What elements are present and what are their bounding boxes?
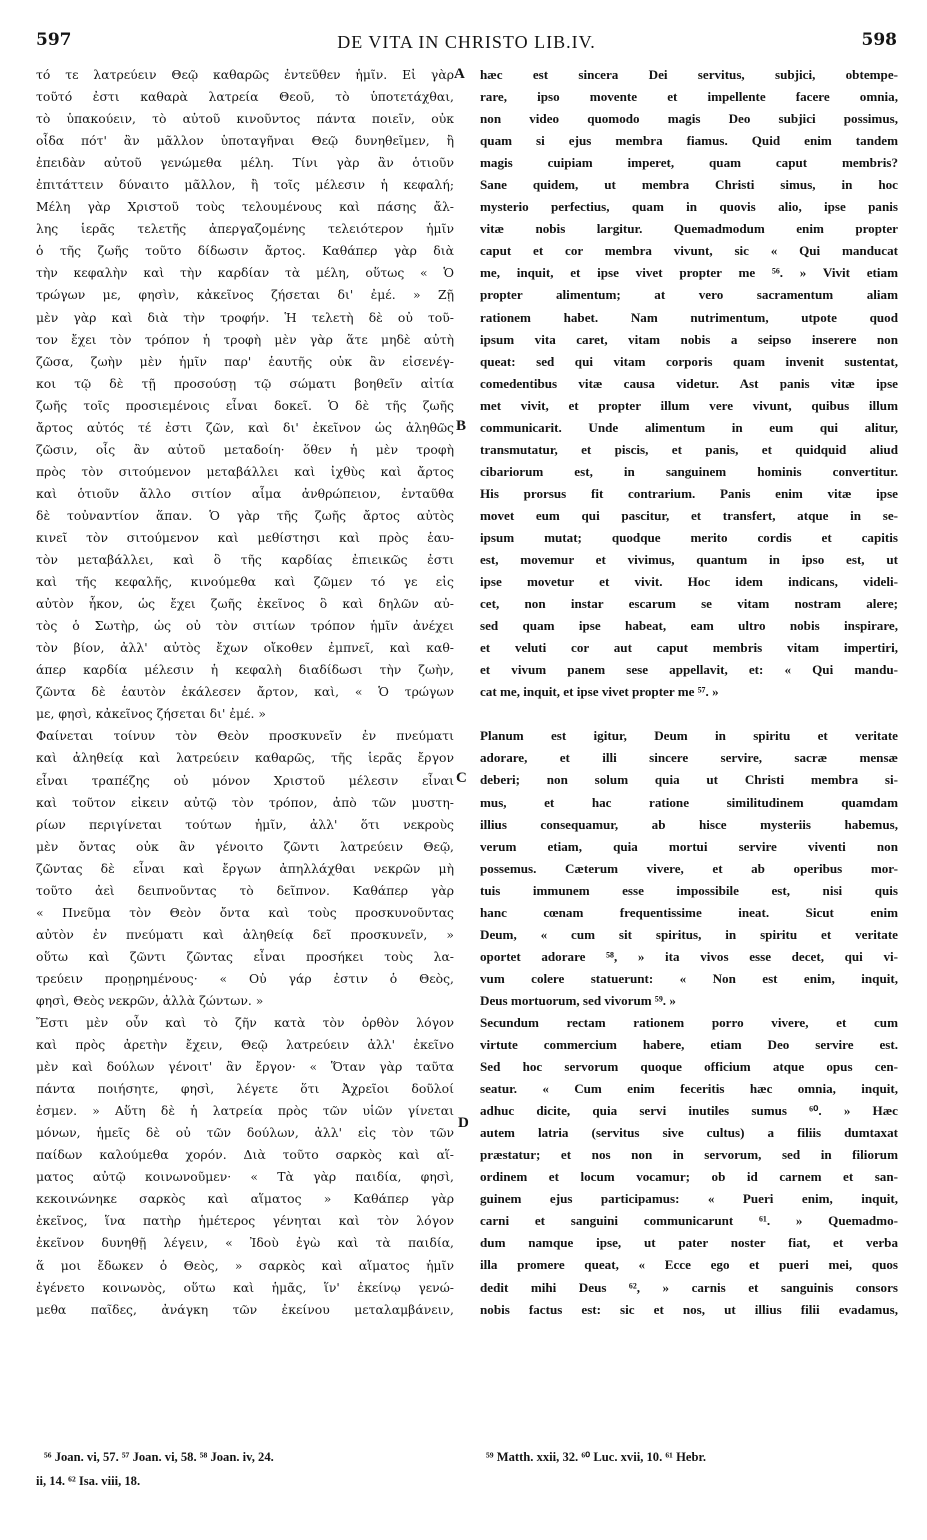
latin-text-line: vum colere statuerunt: « Non est enim, inquit,: [480, 970, 898, 986]
greek-text-line: μὲν καὶ δούλων γένοιτ' ἂν ἔργον· « Ὅταν γὰρ ταῦτα: [36, 1059, 454, 1075]
latin-text-line: vitæ nobis largitur. Quemadmodum enim propter: [480, 221, 898, 237]
greek-text-line: τὸν μεταβάλλει, καὶ ὃ τῆς καρδίας ἐπιεικῶς ἐστι: [36, 552, 454, 568]
greek-text-line: καὶ πρὸς ἀρετὴν ἔχειν, Θεῷ λατρεύειν ἀλλ' ἐκεῖνο: [36, 1037, 454, 1053]
running-title: DE VITA IN CHRISTO LIB.IV.: [337, 32, 596, 52]
latin-text-line: et veluti cor aut caput membris vitam impertiri,: [480, 640, 898, 656]
greek-text-line: οὕτω καὶ ζῶντι ζῶντας εἶναι προσήκει τοὺς λα-: [36, 948, 454, 964]
latin-text-line: nobis factus est: sic et nos, ut illius filii evadamus,: [480, 1301, 898, 1317]
greek-text-line: ἐσμεν. » Αὕτη δὲ ἡ λατρεία πρὸς τῶν υἱῶν γίνεται: [36, 1103, 454, 1119]
latin-text-line: ipsum vita caret, vitam nobis a seipso inserere non: [480, 331, 898, 347]
greek-text-line: με, φησὶ, κἀκεῖνος ζήσεται δι' ἐμέ. »: [36, 706, 266, 722]
greek-text-line: κοι τῷ δὲ τῇ προσούσῃ τῷ σώματι βοηθεῖν αἰτία: [36, 375, 454, 391]
latin-text-line: possemus. Cæterum vivere, et ab operibus mor-: [480, 860, 898, 876]
latin-text-line: Deus mortuorum, sed vivorum ⁵⁹. »: [480, 992, 676, 1008]
latin-text-line: transmutatur, et piscis, et panis, et quidquid aliud: [480, 441, 898, 457]
latin-text-line: seatur. « Cum enim feceritis hæc omnia, inquit,: [480, 1081, 898, 1097]
latin-text-line: ipsum mutat; quodque merito cordis et capitis: [480, 529, 898, 545]
greek-text-line: καὶ τῆς κεφαλῆς, κινούμεθα καὶ ζῶμεν τό γε εἰς: [36, 574, 454, 590]
greek-text-line: καὶ ὁτιοῦν ἄλλο σιτίον αἷμα ἀνθρώπειον, ἐνταῦθα: [36, 485, 454, 501]
latin-text-line: sed quam ipse habeat, eam ultro nobis inspirare,: [480, 618, 898, 634]
latin-text-line: mysterio perfectius, quam in quovis alio, ipse panis: [480, 199, 898, 215]
latin-text-line: cat me, inquit, et ipse vivet propter me ⁵⁷. »: [480, 684, 719, 700]
greek-text-line: καὶ ἀληθείᾳ καὶ λατρεύειν καθαρῶς, τῆς ἱερᾶς ἔργον: [36, 750, 454, 766]
latin-text-line: met vivit, et propter illum vere vivunt, quibus illum: [480, 397, 898, 413]
greek-text-line: Φαίνεται τοίνυν τὸν Θεὸν προσκυνεῖν ἐν πνεύματι: [36, 728, 454, 744]
page-number-left: 597: [36, 30, 72, 50]
latin-text-line: autem latria (servitus sive cultus) a filiis dumtaxat: [480, 1125, 898, 1141]
greek-text-line: ἄρτος αὐτός τέ ἐστι ζῶν, καὶ δι' ἐκεῖνον ὡς ἀληθῶς: [36, 419, 454, 435]
greek-text-line: τὴν κεφαλὴν καὶ τὴν καρδίαν τὰ μέλη, οὕτως « Ὁ: [36, 265, 454, 281]
latin-text-line: præstatur; et nos non in servorum, sed in filiorum: [480, 1147, 898, 1163]
greek-text-line: Ἔστι μὲν οὖν καὶ τὸ ζῆν κατὰ τὸν ὀρθὸν λόγον: [36, 1015, 454, 1031]
greek-text-line: ματος αὐτῷ κοινωνοῦμεν· « Τὰ γὰρ παιδία, φησὶ,: [36, 1169, 454, 1185]
greek-text-line: ὁ τῆς ζωῆς τοῦτο δίδωσιν ἄρτος. Καθάπερ γὰρ διὰ: [36, 243, 454, 259]
latin-text-line: communicarit. Unde alimentum in eum qui alitur,: [480, 419, 898, 435]
latin-text-line: ipse movetur et vivit. Hoc idem indicans, videli-: [480, 574, 898, 590]
latin-text-line: me, inquit, et ipse vivet propter me ⁵⁶. » Vivit etiam: [480, 265, 898, 281]
greek-text-line: ἐκεῖνον δυνηθῇ λέγειν, « Ἰδοὺ ἐγὼ καὶ τὰ παιδία,: [36, 1235, 454, 1251]
greek-text-line: πρὸς τὸν σιτούμενον μεταβάλλει καὶ ἰχθὺς καὶ ἄρτος: [36, 463, 454, 479]
greek-text-line: τό τε λατρεύειν Θεῷ καθαρῶς ἐντεῦθεν ἡμῖν. Εἰ γὰρ: [36, 67, 454, 82]
latin-text-line: magis cuipiam imperet, quam caput membris?: [480, 155, 898, 171]
latin-text-line: quam si ejus membra fiamus. Quid enim tandem: [480, 133, 898, 149]
latin-text-line: et vivum panem sese appellavit, et: « Qui mandu-: [480, 662, 898, 678]
latin-text-line: adhuc dicite, quia servi inutiles sumus ⁶⁰. » Hæc: [480, 1103, 898, 1119]
greek-text-line: ἅ μοι ἔδωκεν ὁ Θεὸς, » σαρκὸς καὶ αἵματος ἡμῖν: [36, 1257, 454, 1273]
greek-text-line: ζωῆς τοῖς προσιεμένοις εἶναι δοκεῖ. Ὁ δὲ τῆς ζωῆς: [36, 397, 454, 413]
page-header: [36, 30, 897, 60]
greek-text-line: τὸν βίον, ἀλλ' αὐτὸς ἔχων οἴκοθεν ἐμπνεῖ, καὶ καθ-: [36, 640, 454, 656]
greek-text-line: πάντα ποιήσητε, φησὶ, λέγετε ὅτι Ἀχρεῖοι δοῦλοί: [36, 1081, 454, 1097]
latin-text-line: cibariorum est, in sanguinem hominis convertitur.: [480, 463, 898, 479]
greek-text-line: ἐπειδὰν αὐτοῦ γενώμεθα μέλη. Τίνι γὰρ ἂν ὁτιοῦν: [36, 155, 454, 171]
latin-text-line: dum namque ipse, ut pater noster fiat, et verba: [480, 1235, 898, 1251]
greek-text-line: τοῦτό ἐστι καθαρὰ λατρεία Θεοῦ, τὸ ὑποτετάχθαι,: [36, 89, 454, 105]
greek-text-line: τὸ ὑπακούειν, τὸ αὐτοῦ κινοῦντος πάντα ποιεῖν, οὐκ: [36, 111, 454, 127]
greek-text-line: εἶναι τραπέζης οὐ μόνον Χριστοῦ μέλεσιν εἶναι: [36, 772, 454, 788]
latin-text-line: comedentibus vitæ causa videtur. Ast panis vitæ ipse: [480, 375, 898, 391]
latin-text-line: dedit mihi Deus ⁶², » carnis et sanguinis consors: [480, 1279, 898, 1295]
latin-text-line: tuis immunem esse impossibile est, nisi quis: [480, 882, 898, 898]
greek-text-line: αὐτὸν ἧκον, ὡς ἔχει ζωῆς ἐκεῖνος ὃ καὶ δηλῶν αὐ-: [36, 596, 454, 612]
greek-text-line: τρεύειν προῃρημένους· « Οὐ γάρ ἐστιν ὁ Θεὸς,: [36, 970, 454, 986]
greek-text-line: παίδων καλούμεθα χορόν. Διὰ τοῦτο σαρκὸς καὶ αἵ-: [36, 1147, 454, 1163]
greek-column: [36, 64, 454, 1439]
greek-text-line: ρίων περιγίνεται τούτων ἡμῖν, ἀλλ' ὅτι νεκροὺς: [36, 816, 454, 832]
latin-text-line: illius consequamur, ab hisce mysteriis habemus,: [480, 816, 898, 832]
greek-text-line: τοῦτο ἀεὶ δειπνοῦντας τὸ δεῖπνον. Καθάπερ γὰρ: [36, 882, 454, 898]
footnote-left-line-1: ⁵⁶ Joan. vi, 57. ⁵⁷ Joan. vi, 58. ⁵⁸ Joan. iv, 24.: [44, 1450, 274, 1464]
greek-text-line: Μέλη γὰρ Χριστοῦ τοὺς τελουμένους καὶ πάσης ἄλ-: [36, 199, 454, 215]
latin-text-line: est, movemur et vivimus, quantum in ipso est, ut: [480, 552, 898, 568]
greek-text-line: τον ἔχει τὸν τρόπον ἡ τροφὴ μὲν γὰρ ἅτε μηδὲ αὐτὴ: [36, 331, 454, 347]
greek-text-line: δὲ τοὐναντίον ἅπαν. Ὁ γὰρ τῆς ζωῆς ἄρτος αὐτὸς: [36, 507, 454, 523]
latin-text-line: hæc est sincera Dei servitus, subjici, obtempe-: [480, 67, 898, 82]
greek-text-line: κινεῖ τὸν σιτούμενον καὶ μεθίστησι καὶ πρὸς ἑαυ-: [36, 529, 454, 545]
latin-text-line: movet eum qui pascitur, et transfert, atque in se-: [480, 507, 898, 523]
greek-text-line: καὶ τοῦτον εἰκειν αὐτῷ τὸν τρόπον, ἀπὸ τῶν μυστη-: [36, 794, 454, 810]
latin-text-line: caput et cor membra vivunt, sic « Qui manducat: [480, 243, 898, 259]
latin-text-line: queat: sed qui vitam corporis quam invenit sustentat,: [480, 353, 898, 369]
latin-text-line: Sane quidem, ut membra Christi simus, in hoc: [480, 177, 898, 193]
latin-text-line: verum etiam, quia mortui servire viventi non: [480, 838, 898, 854]
greek-text-line: λης ἱερᾶς τελετῆς ἀπεργαζομένης τελειότερον ἡμῖν: [36, 221, 454, 237]
greek-text-line: οἶδα πότ' ἂν μᾶλλον ὑποταγῆναι Θεῷ δυνηθεῖμεν, ἢ: [36, 133, 454, 149]
footnote-left-line-2: ii, 14. ⁶² Isa. viii, 18.: [36, 1474, 141, 1488]
latin-text-line: propter alimentum; at vero sacramentum aliam: [480, 287, 898, 303]
greek-text-line: φησὶ, Θεὸς νεκρῶν, ἀλλὰ ζώντων. »: [36, 992, 264, 1008]
greek-text-line: τὸς ὁ Σωτὴρ, ὡς οὐ τὸν σιτίων τρόπον ἡμῖν ἀνέχει: [36, 618, 454, 634]
greek-text-line: ζῶσα, ζωὴν μὲν ἡμῖν παρ' ἑαυτῆς οὐκ ἂν εἰσενέγ-: [36, 353, 454, 369]
latin-text-line: oportet adorare ⁵⁸, » ita vivos esse decet, qui vi-: [480, 948, 898, 964]
greek-text-line: μεθα παῖδες, ἀνάγκη τῶν ἐκείνου μεταλαμβάνειν,: [36, 1301, 454, 1317]
greek-text-line: ἐγένετο κοινωνὸς, οὕτω καὶ ἡμᾶς, ἵν' ἐκείνῳ γενώ-: [36, 1279, 454, 1295]
latin-column: [480, 64, 898, 1439]
greek-text-line: αὐτὸν ἐν πνεύματι καὶ ἀληθείᾳ δεῖ προσκυνεῖν, »: [36, 926, 454, 942]
greek-text-line: ζῶσιν, οἷς ἂν αὐτοῦ μεταδοίη· ὅθεν ἡ μὲν τροφὴ: [36, 441, 454, 457]
greek-text-line: άπερ καρδία μέλεσιν ἡ κεφαλὴ διαδίδωσι τὴν ζωὴν,: [36, 662, 454, 678]
latin-text-line: rationem habet. Nam nutrimentum, utpote quod: [480, 309, 898, 325]
page-number-right: 598: [861, 30, 897, 50]
footnote-right-line-1: ⁵⁹ Matth. xxii, 32. ⁶⁰ Luc. xvii, 10. ⁶¹ Hebr.: [486, 1450, 707, 1464]
latin-text-line: mus, et hac ratione similitudinem quamdam: [480, 794, 898, 810]
latin-text-line: Sed hoc servorum quoque officium atque opus cen-: [480, 1059, 898, 1075]
latin-text-line: cet, non instar escarum se vitam nostram alere;: [480, 596, 898, 612]
greek-text-line: ἐπιτάττειν δύναιτο μᾶλλον, ἢ τοῖς μέλεσιν ἡ κεφαλή;: [36, 177, 454, 193]
latin-text-line: carni et sanguini communicarunt ⁶¹. » Quemadmo-: [480, 1213, 898, 1229]
latin-text-line: Deum, « cum sit spiritus, in spiritu et veritate: [480, 926, 898, 942]
greek-text-line: μὲν ὄντας οὐκ ἂν γένοιτο ζῶντι λατρεύειν Θεῷ,: [36, 838, 454, 854]
latin-text-line: guinem ejus participamus: « Pueri enim, inquit,: [480, 1191, 898, 1207]
greek-text-line: « Πνεῦμα τὸν Θεὸν ὄντα καὶ τοὺς προσκυνοῦντας: [36, 904, 454, 920]
latin-text-line: ordinem et locum vocamur; ob id carnem et san-: [480, 1169, 898, 1185]
greek-text-line: μὲν γὰρ καὶ διὰ τὴν τροφήν. Ἡ τελετὴ δὲ οὐ τοῦ-: [36, 309, 454, 325]
greek-text-line: τρώγων με, φησὶν, κἀκεῖνος ζήσεται δι' ἐμέ. » Ζῇ: [36, 287, 454, 303]
section-marker-c: C: [456, 770, 467, 786]
greek-text-line: ζῶντα δὲ ἑαυτὸν ἐκάλεσεν ἄρτον, καὶ, « Ὁ τρώγων: [36, 684, 454, 700]
latin-text-line: illa promere queat, « Ecce ego et pueri mei, quos: [480, 1257, 898, 1273]
latin-text-line: His prorsus fit contrarium. Panis enim vitæ ipse: [480, 485, 898, 501]
section-marker-a: A: [454, 66, 465, 82]
latin-text-line: Secundum rectam rationem porro vivere, et cum: [480, 1014, 898, 1030]
section-marker-b: B: [456, 418, 467, 434]
latin-text-line: [480, 703, 898, 725]
greek-text-line: ζῶντας δὲ εἶναι καὶ ἔργων ἀπηλλάχθαι νεκρῶν μὴ: [36, 860, 454, 876]
latin-text-line: hanc cœnam frequentissime ineat. Sicut enim: [480, 904, 898, 920]
latin-text-line: deberi; non solum quia ut Christi membra si-: [480, 772, 898, 788]
latin-text-line: non video quomodo magis Deo subjici possimus,: [480, 111, 898, 127]
greek-text-line: μόνων, ἡμεῖς δὲ οὐ τῶν δούλων, ἀλλ' εἰς τὸν τῶν: [36, 1125, 454, 1141]
greek-text-line: ἐκεῖνος, ἵνα πατὴρ ἡμέτερος γένηται καὶ τὸν λόγον: [36, 1213, 454, 1229]
latin-text-line: Planum est igitur, Deum in spiritu et veritate: [480, 728, 898, 744]
latin-text-line: rare, ipso movente et impellente facere omnia,: [480, 89, 898, 105]
latin-text-line: adorare, et illi sincere servire, sacræ mensæ: [480, 750, 898, 766]
section-marker-d: D: [458, 1115, 469, 1131]
latin-text-line: virtute commercium habere, etiam Deo servire est.: [480, 1037, 898, 1053]
greek-text-line: κεκοινώνηκε σαρκὸς καὶ αἵματος » Καθάπερ γὰρ: [36, 1191, 454, 1207]
